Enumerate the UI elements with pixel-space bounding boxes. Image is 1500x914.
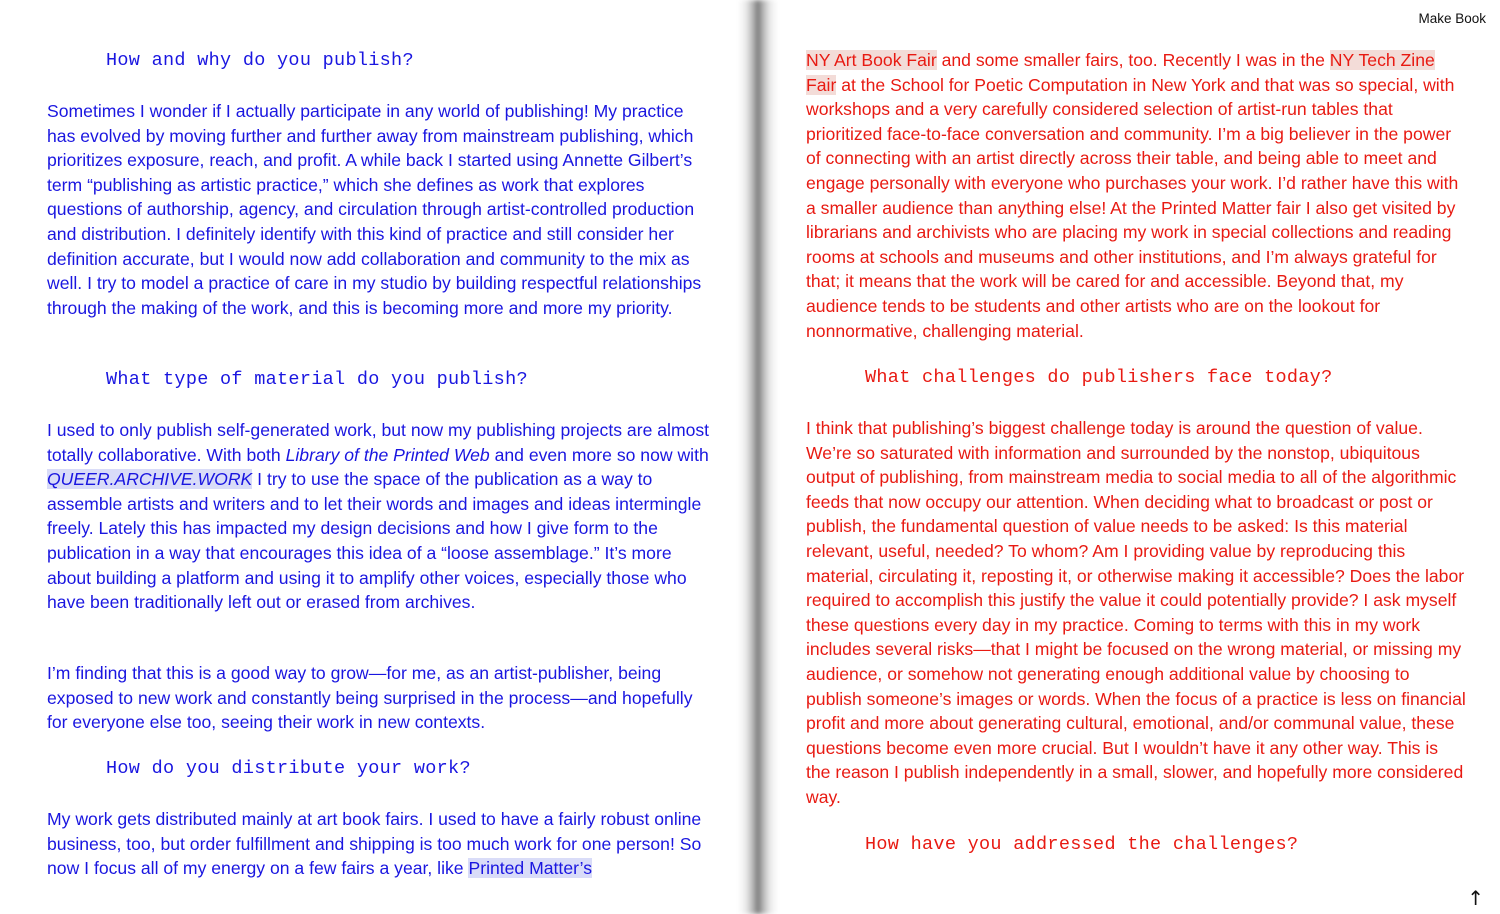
text-run: at the School for Poetic Computation in New York and that was so special, with workshops and a very carefully considered selection of artist-run tables that prioritized face-to-face conversation and community. I’m a big believer in the power of connecting with an artist directly across their table, and being able to meet and engage personally with everyone who purchases your work. I’d rather have this with a smaller audience than anything else! At the Printed Matter fair I also get visited by librarians and archivists who are placing my work in special collections and reading rooms at schools and museums and other institutions, and I’m always grateful for that; it means that the work will be cared for and accessible. Beyond that, my audience tends to be students and other artists who are on the lookout for nonnormative, challenging material. (806, 74, 1459, 341)
text-run: and some smaller fairs, too. Recently I was in the (936, 50, 1330, 70)
library-of-printed-web-title: Library of the Printed Web (285, 444, 490, 465)
paragraph-how-why-publish: Sometimes I wonder if I actually participate in any world of publishing! My practice has evolved by moving further and further away from mainstream publishing, which prioritizes exposure, reach, and profit. A while back I started using Annette Gilbert’s term “publishing as artistic practice,” which she defines as work that explores questions of authorship, agency, and circulation through artist-controlled production and distribution. I definitely identify with this kind of practice and still consider her definition accurate, but I would now add collaboration and community to the mix as well. I try to model a practice of care in my studio by building respectful relationships through the making of the work, and this is becoming more and more my priority. (47, 101, 702, 318)
heading-challenges: What challenges do publishers face today? (865, 367, 1333, 388)
ny-tech-zine-fair-link[interactable]: NY Tech Zine Fair (806, 50, 1435, 95)
right-page (760, 0, 1500, 914)
paragraph-distribution (47, 807, 712, 881)
printed-matter-link[interactable]: Printed Matter’s (468, 858, 593, 879)
heading-addressed-challenges: How have you addressed the challenges? (865, 834, 1299, 855)
heading-distribution: How do you distribute your work? (106, 758, 471, 779)
text-run: My work gets distributed mainly at art book fairs. I used to have a fairly robust online business, too, but order fulfillment and shipping is too much work for one person! So now I focus all of my energy on a few fairs a year, like (47, 809, 702, 879)
queer-archive-work-link[interactable]: QUEER.ARCHIVE.WORK (47, 469, 253, 490)
heading-material-type: What type of material do you publish? (106, 369, 528, 390)
text-run: I used to only publish self-generated work, but now my publishing projects are almost totally collaborative. With both (47, 420, 710, 465)
paragraph-material-type (47, 418, 712, 615)
up-arrow-icon[interactable]: ↑ (1467, 886, 1484, 910)
paragraph-challenges: I think that publishing’s biggest challenge today is around the question of value. We’re so saturated with information and surrounded by the nonstop, ubiquitous output of publishing, from mainstream media to social media to all of the algorithmic feeds that now occupy our attention. When deciding what to broadcast or post or publish, the fundamental question of value needs to be asked: Is this material relevant, useful, needed? To whom? Am I providing value by reproducing this material, circulating it, reposting it, or otherwise making it accessible? Does the labor required to accomplish this justify the value it could potentially provide? I ask myself these questions every day in my practice. Coming to terms with this in my work includes several risks—that I might be focused on the wrong material, or missing my audience, or somehow not generating enough additional value by choosing to publish someone’s images or words. When the focus of a practice is less on financial profit and more about generating cultural, emotional, and/or communal value, these questions become even more crucial. But I wouldn’t have it any other way. This is the reason I publish independently in a small, slower, and hopefully more considered way. (806, 418, 1466, 807)
text-run: and even more so now with (489, 444, 709, 465)
heading-how-why-publish: How and why do you publish? (106, 50, 414, 71)
text-run: I try to use the space of the publication as a way to assemble artists and writers and to let their words and images and ideas intermingle freely. Lately this has impacted my design decisions and how I give form to the publication in a way that encourages this idea of a “loose assemblage.” It’s more about building a platform and using it to amplify other voices, especially those who have been traditionally left out or erased from archives. (47, 469, 702, 613)
make-book-button[interactable]: Make Book (1418, 11, 1486, 26)
paragraph-growth: I’m finding that this is a good way to grow—for me, as an artist-publisher, being exposed to new work and constantly being surprised in the process—and hopefully for everyone else too, seeing their work in new contexts. (47, 663, 693, 733)
paragraph-distribution-continued (806, 48, 1466, 343)
ny-art-book-fair-link[interactable]: NY Art Book Fair (806, 50, 937, 70)
